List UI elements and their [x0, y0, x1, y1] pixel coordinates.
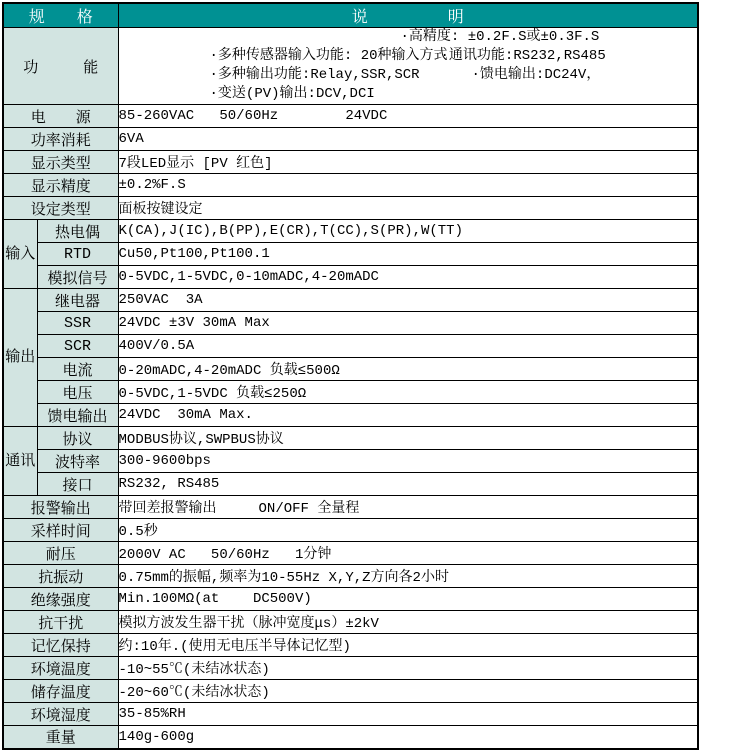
row-value: K(CA),J(IC),B(PP),E(CR),T(CC),S(PR),W(TT) — [118, 220, 698, 243]
sub-label: 模拟信号 — [37, 266, 118, 289]
table-row — [3, 151, 698, 174]
function-line-left: ·多种传感器输入功能: 20种输入方式 — [209, 48, 448, 64]
table-row — [3, 542, 698, 565]
row-label: 抗振动 — [3, 565, 118, 588]
row-value: ±0.2%F.S — [118, 174, 698, 197]
row-value: Cu50,Pt100,Pt100.1 — [118, 243, 698, 266]
row-label: 抗干扰 — [3, 611, 118, 634]
function-value-cell — [118, 28, 698, 105]
table-header-row — [3, 3, 698, 28]
spec-table — [2, 2, 699, 750]
table-row — [3, 266, 698, 289]
row-label: 电 源 — [3, 105, 118, 128]
table-row — [3, 726, 698, 749]
row-label: 重量 — [3, 726, 118, 749]
row-value: 250VAC 3A — [118, 289, 698, 312]
table-row — [3, 289, 698, 312]
row-label: 设定类型 — [3, 197, 118, 220]
row-value: 24VDC ±3V 30mA Max — [118, 312, 698, 335]
row-label: 显示精度 — [3, 174, 118, 197]
sub-label: 波特率 — [37, 450, 118, 473]
row-label: 记忆保持 — [3, 634, 118, 657]
row-label: 绝缘强度 — [3, 588, 118, 611]
table-row — [3, 404, 698, 427]
row-value: 2000V AC 50/60Hz 1分钟 — [118, 542, 698, 565]
row-value: RS232, RS485 — [118, 473, 698, 496]
row-value: 模拟方波发生器干扰（脉冲宽度μs）±2kV — [118, 611, 698, 634]
sub-label: 接口 — [37, 473, 118, 496]
table-row — [3, 197, 698, 220]
function-row — [3, 28, 698, 105]
row-value: Min.100MΩ(at DC500V) — [118, 588, 698, 611]
table-row — [3, 220, 698, 243]
sub-label: SCR — [37, 335, 118, 358]
function-line-right: ·通讯功能:RS232,RS485 — [440, 48, 606, 64]
row-value: 0.5秒 — [118, 519, 698, 542]
group-label-output: 输出 — [3, 289, 37, 427]
row-value: 6VA — [118, 128, 698, 151]
row-label: 环境湿度 — [3, 703, 118, 726]
table-row — [3, 565, 698, 588]
function-line-right: ·高精度: ±0.2F.S或±0.3F.S — [400, 29, 600, 45]
table-row — [3, 174, 698, 197]
table-row — [3, 473, 698, 496]
table-row — [3, 519, 698, 542]
row-label: 报警输出 — [3, 496, 118, 519]
table-row — [3, 105, 698, 128]
table-row — [3, 381, 698, 404]
row-value: -20~60℃(未结冰状态) — [118, 680, 698, 703]
row-label: 显示类型 — [3, 151, 118, 174]
table-row — [3, 312, 698, 335]
row-label: 采样时间 — [3, 519, 118, 542]
row-value: 7段LED显示 [PV 红色] — [118, 151, 698, 174]
function-line — [119, 85, 698, 104]
row-value: 0.75mm的振幅,频率为10-55Hz X,Y,Z方向各2小时 — [118, 565, 698, 588]
row-value: 带回差报警输出 ON/OFF 全量程 — [118, 496, 698, 519]
row-value: MODBUS协议,SWPBUS协议 — [118, 427, 698, 450]
spec-header-cell: 规 格 — [3, 3, 118, 28]
table-row — [3, 358, 698, 381]
table-row — [3, 243, 698, 266]
row-value: 24VDC 30mA Max. — [118, 404, 698, 427]
table-row — [3, 450, 698, 473]
row-label: 环境温度 — [3, 657, 118, 680]
function-line-left: ·变送(PV)输出:DCV,DCI — [209, 86, 375, 102]
sub-label: 热电偶 — [37, 220, 118, 243]
row-label: 储存温度 — [3, 680, 118, 703]
row-label: 功率消耗 — [3, 128, 118, 151]
table-row — [3, 703, 698, 726]
table-row — [3, 128, 698, 151]
table-row — [3, 657, 698, 680]
row-value: 300-9600bps — [118, 450, 698, 473]
function-line-right: ·馈电输出:DC24V， — [471, 67, 601, 83]
row-value: 400V/0.5A — [118, 335, 698, 358]
table-row — [3, 335, 698, 358]
sub-label: 电流 — [37, 358, 118, 381]
table-row — [3, 680, 698, 703]
table-row — [3, 496, 698, 519]
row-value: 0-5VDC,1-5VDC 负载≤250Ω — [118, 381, 698, 404]
row-value: 约:10年.(使用无电压半导体记忆型) — [118, 634, 698, 657]
sub-label: 馈电输出 — [37, 404, 118, 427]
row-value: -10~55℃(未结冰状态) — [118, 657, 698, 680]
group-label-input: 输入 — [3, 220, 37, 289]
row-value: 35-85%RH — [118, 703, 698, 726]
table-row — [3, 427, 698, 450]
sub-label: 协议 — [37, 427, 118, 450]
sub-label: RTD — [37, 243, 118, 266]
row-value: 140g-600g — [118, 726, 698, 749]
table-row — [3, 634, 698, 657]
row-label-function: 功 能 — [3, 28, 118, 105]
row-value: 面板按键设定 — [118, 197, 698, 220]
function-line — [119, 66, 698, 102]
row-value: 0-20mADC,4-20mADC 负载≤500Ω — [118, 358, 698, 381]
sub-label: 继电器 — [37, 289, 118, 312]
desc-header-cell: 说 明 — [118, 3, 698, 28]
row-value: 0-5VDC,1-5VDC,0-10mADC,4-20mADC — [118, 266, 698, 289]
row-label: 耐压 — [3, 542, 118, 565]
table-row — [3, 611, 698, 634]
function-line-left: ·多种输出功能:Relay,SSR,SCR — [209, 67, 420, 83]
sub-label: SSR — [37, 312, 118, 335]
row-value: 85-260VAC 50/60Hz 24VDC — [118, 105, 698, 128]
sub-label: 电压 — [37, 381, 118, 404]
table-row — [3, 588, 698, 611]
group-label-comm: 通讯 — [3, 427, 37, 496]
